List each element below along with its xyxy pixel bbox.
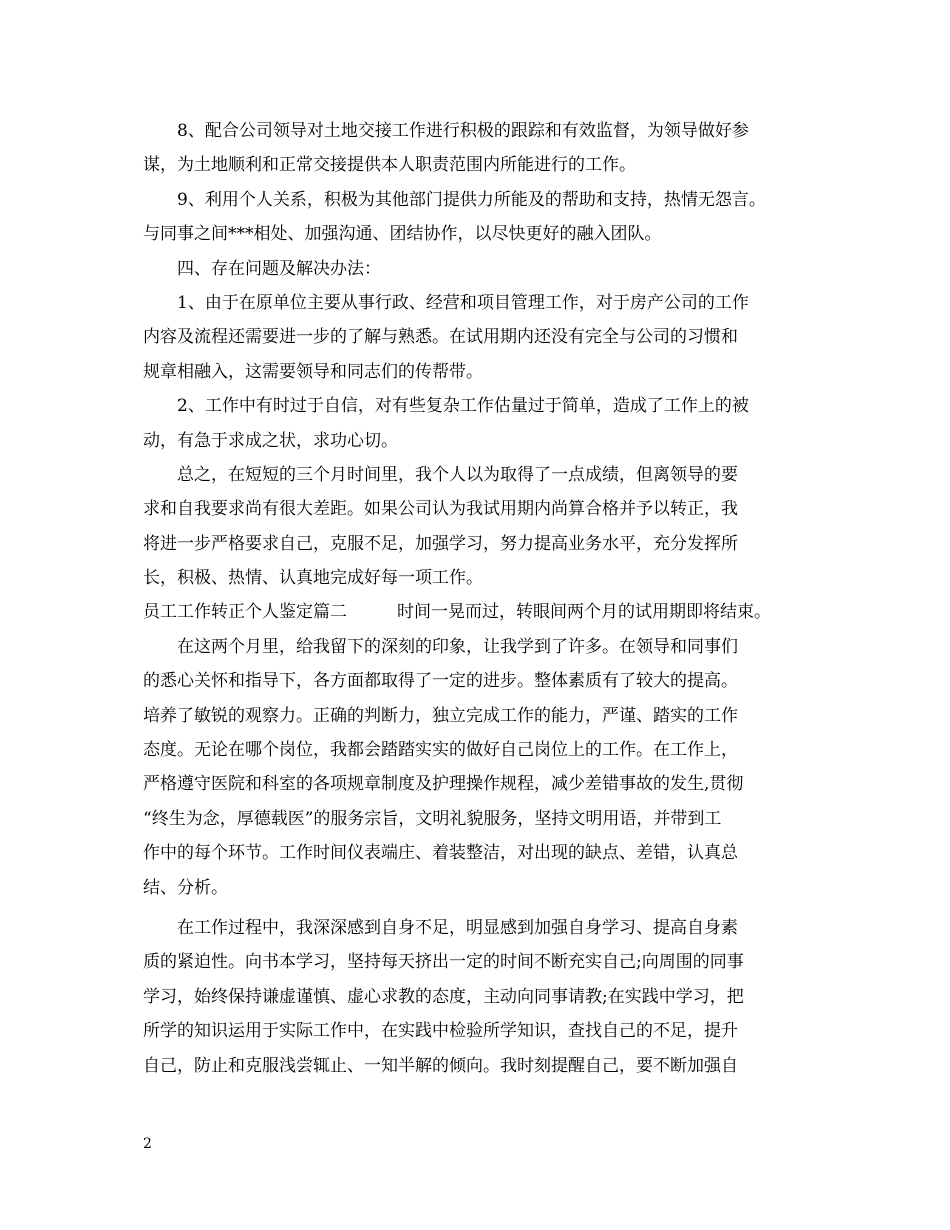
text-line: “终生为念，厚德载医”的服务宗旨，文明礼貌服务，坚持文明用语，并带到工 <box>143 808 722 829</box>
text-line: 在这两个月里，给我留下的深刻的印象，让我学到了许多。在领导和同事们 <box>177 636 738 657</box>
text-line: 与同事之间***相处、加强沟通、团结协作，以尽快更好的融入团队。 <box>143 224 662 245</box>
document-body <box>143 114 818 1083</box>
text-line: 谋，为土地顺利和正常交接提供本人职责范围内所能进行的工作。 <box>143 155 636 176</box>
text-line: 9、利用个人关系，积极为其他部门提供力所能及的帮助和支持，热情无怨言。 <box>177 189 766 210</box>
text-line: 学习，始终保持谦虚谨慎、虚心求教的态度，主动向同事请教;在实践中学习，把 <box>143 986 744 1007</box>
text-line: 所学的知识运用于实际工作中，在实践中检验所学知识，查找自己的不足，提升 <box>143 1021 738 1042</box>
text-line: 自己，防止和克服浅尝辄止、一知半解的倾向。我时刻提醒自己，要不断加强自 <box>143 1055 738 1076</box>
article-title-line <box>143 595 818 629</box>
text-line: 培养了敏锐的观察力。正确的判断力，独立完成工作的能力，严谨、踏实的工作 <box>143 705 738 726</box>
text-line: 将进一步严格要求自己，克服不足，加强学习，努力提高业务水平，充分发挥所 <box>143 533 738 554</box>
text-line: 动，有急于求成之状，求功心切。 <box>143 430 398 451</box>
text-line: 的悉心关怀和指导下，各方面都取得了一定的进步。整体素质有了较大的提高。 <box>143 671 738 692</box>
text-line: 在工作过程中，我深深感到自身不足，明显感到加强自身学习、提高自身素 <box>177 917 738 938</box>
text-line: 长，积极、热情、认真地完成好每一项工作。 <box>143 568 483 589</box>
text-line: 作中的每个环节。工作时间仪表端庄、着装整洁，对出现的缺点、差错，认真总 <box>143 843 738 864</box>
text-line: 内容及流程还需要进一步的了解与熟悉。在试用期内还没有完全与公司的习惯和 <box>143 327 738 348</box>
text-line: 质的紧迫性。向书本学习，坚持每天挤出一定的时间不断充实自己;向周围的同事 <box>143 952 744 973</box>
text-line: 求和自我要求尚有很大差距。如果公司认为我试用期内尚算合格并予以转正，我 <box>143 499 738 520</box>
text-line: 总之，在短短的三个月时间里，我个人以为取得了一点成绩，但离领导的要 <box>177 464 738 485</box>
text-line: 态度。无论在哪个岗位，我都会踏踏实实的做好自己岗位上的工作。在工作上， <box>143 740 738 761</box>
article-title: 员工工作转正个人鉴定篇二 <box>143 602 347 623</box>
text-line: 2、工作中有时过于自信，对有些复杂工作估量过于简单，造成了工作上的被 <box>177 396 749 417</box>
text-line: 1、由于在原单位主要从事行政、经营和项目管理工作，对于房产公司的工作 <box>177 292 749 313</box>
text-line: 严格遵守医院和科室的各项规章制度及护理操作规程，减少差错事故的发生,贯彻 <box>143 774 744 795</box>
text-line: 8、配合公司领导对土地交接工作进行积极的跟踪和有效监督，为领导做好参 <box>177 121 749 141</box>
section-heading: 四、存在问题及解决办法： <box>177 258 381 279</box>
page-number: 2 <box>143 1136 152 1152</box>
text-line: 结、分析。 <box>143 877 228 898</box>
text-line: 规章相融入，这需要领导和同志们的传帮带。 <box>143 361 483 382</box>
text-line: 时间一晃而过，转眼间两个月的试用期即将结束。 <box>397 602 771 623</box>
